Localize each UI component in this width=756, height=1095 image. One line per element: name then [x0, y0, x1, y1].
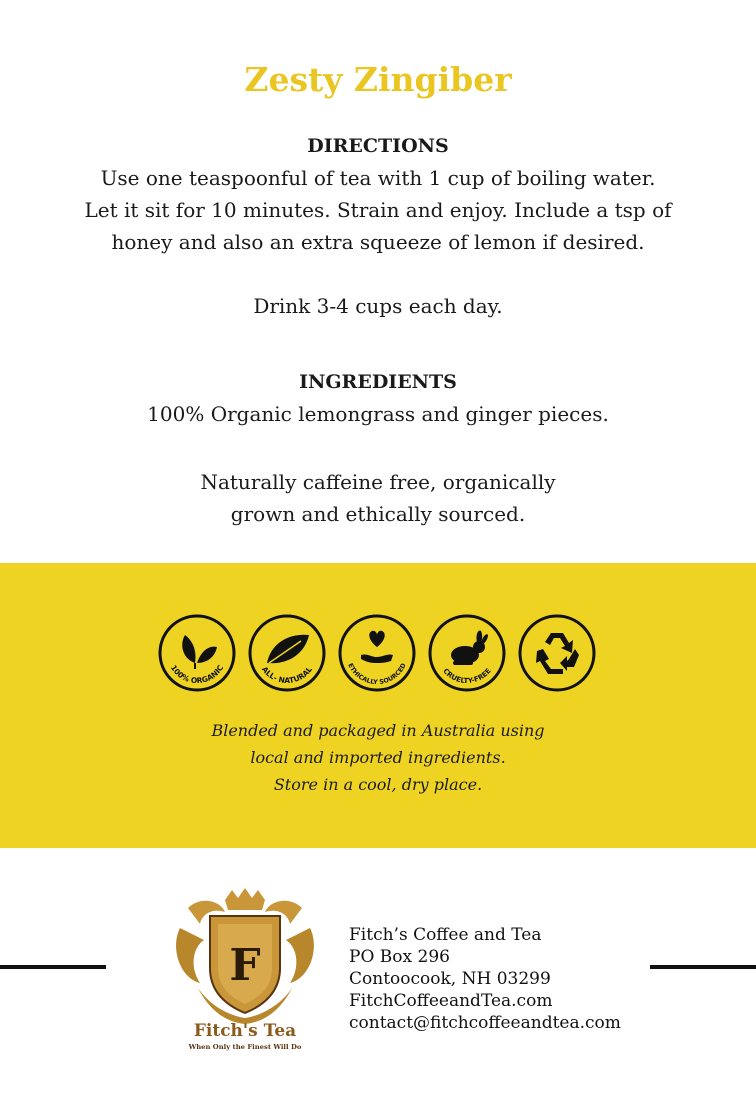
rabbit-icon — [451, 631, 488, 666]
origin-notes — [0, 717, 756, 798]
dosage-text: Drink 3-4 cups each day. — [253, 294, 503, 318]
leaf-icon — [267, 635, 309, 663]
city-line: Contoocook, NH 03299 — [349, 969, 551, 989]
directions-section — [0, 130, 756, 530]
directions-heading: DIRECTIONS — [307, 135, 449, 157]
email-link[interactable]: contact@fitchcoffeeandtea.com — [349, 1013, 621, 1033]
svg-text:100% ORGANIC — [169, 663, 226, 685]
badge-label: CRUELTY-FREE — [441, 666, 493, 686]
origin-line: Blended and packaged in Australia using — [211, 721, 545, 740]
recycle-badge — [517, 613, 597, 693]
svg-text:ALL- NATURAL — [260, 665, 314, 685]
badge-label: ALL- NATURAL — [259, 664, 315, 686]
ingredients-line: 100% Organic lemongrass and ginger pieces. — [147, 402, 609, 426]
ingredients-note: grown and ethically sourced. — [230, 502, 526, 526]
right-divider — [650, 965, 756, 969]
info-band — [0, 563, 756, 848]
directions-line: honey and also an extra squeeze of lemon if desired. — [111, 230, 645, 254]
organic-badge — [157, 613, 237, 693]
fitchs-tea-logo — [170, 888, 320, 1053]
website-link[interactable]: FitchCoffeeandTea.com — [349, 991, 553, 1011]
badge-label: ETHICALLY SOURCED — [346, 662, 408, 687]
company-name: Fitch’s Coffee and Tea — [349, 925, 542, 945]
product-title: Zesty Zingiber — [244, 60, 512, 99]
ingredients-heading: INGREDIENTS — [299, 371, 457, 393]
logo-tagline: When Only the Finest Will Do — [188, 1043, 302, 1051]
logo-letter: F — [229, 940, 261, 991]
recycle-icon — [536, 633, 579, 674]
contact-block — [349, 924, 621, 1034]
origin-line: local and imported ingredients. — [250, 748, 506, 767]
logo-brand: Fitch's Tea — [193, 1021, 297, 1041]
left-divider — [0, 965, 106, 969]
heart-hand-icon — [361, 631, 393, 663]
badge-row — [157, 613, 597, 693]
origin-line: Store in a cool, dry place. — [273, 775, 483, 794]
leaves-icon — [182, 635, 217, 669]
ethical-badge — [337, 613, 417, 693]
natural-badge — [247, 613, 327, 693]
directions-line: Use one teaspoonful of tea with 1 cup of boiling water. — [100, 166, 656, 190]
cruelty-free-badge — [427, 613, 507, 693]
svg-text:CRUELTY-FREE — [441, 667, 492, 685]
po-box: PO Box 296 — [349, 947, 450, 967]
badge-label: 100% ORGANIC — [168, 663, 226, 686]
directions-line: Let it sit for 10 minutes. Strain and enjoy. Include a tsp of — [84, 198, 672, 222]
ingredients-note: Naturally caffeine free, organically — [200, 470, 556, 494]
